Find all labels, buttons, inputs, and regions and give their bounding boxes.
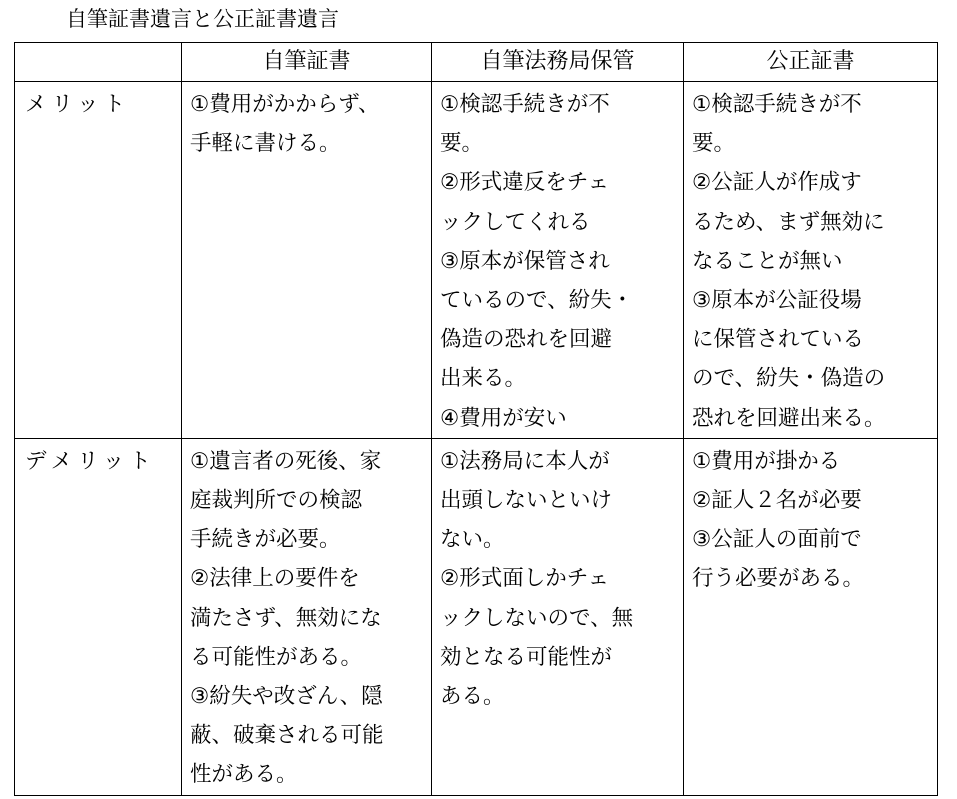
header-corner-cell [15,43,182,82]
cell-text-line: 要。 [692,131,736,157]
merit-jihitsu-cell [182,82,432,439]
cell-text-line: に保管されている [692,327,865,353]
header-row [15,43,938,82]
cell-text-line: 蔽、破棄される可能 [190,723,384,749]
cell-text-line: 偽造の恐れを回避 [440,327,613,353]
cell-text-line: 出来る。 [440,366,527,392]
demerit-row [15,438,938,795]
cell-text-line: ②形式違反をチェ [440,170,610,196]
cell-text-line: 効となる可能性が [440,644,613,670]
demerit-jihitsu-cell [182,438,432,795]
cell-text-line: ②公証人が作成す [692,170,862,196]
cell-text-line: ているので、紛失・ [440,288,634,314]
cell-text-line: 庭裁判所での検認 [190,488,363,514]
cell-text-line: ックしてくれる [440,209,591,235]
cell-text-line: 性がある。 [190,762,298,788]
cell-text-line: ②法律上の要件を [190,566,360,592]
comparison-table [14,42,938,796]
merit-kousei-cell [684,82,938,439]
cell-text-line: ②形式面しかチェ [440,566,610,592]
cell-text-line: ①検認手続きが不 [440,92,610,117]
cell-text-line: ③原本が保管され [440,248,610,274]
cell-text-line: ③公証人の面前で [692,527,862,553]
cell-text-line: ①法務局に本人が [440,448,610,474]
demerit-kousei-cell [684,438,938,795]
cell-text-line: 要。 [440,131,484,157]
cell-text-line: る可能性がある。 [190,644,363,670]
cell-text-line: るため、まず無効に [692,209,885,235]
cell-text-line: ①費用がかからず、 [190,92,380,117]
cell-text-line: 行う必要がある。 [692,566,865,592]
cell-text-line: ①遺言者の死後、家 [190,448,382,474]
header-jihitsu-houmukyoku-hokan: 自筆法務局保管 [432,43,684,82]
cell-text-line: ④費用が安い [440,405,567,431]
cell-text-line: ので、紛失・偽造の [692,366,886,392]
merit-houmukyoku-cell [432,82,684,439]
header-jihitsu-shosho: 自筆証書 [182,43,432,82]
cell-text-line: 恐れを回避出来る。 [692,405,886,431]
cell-text-line: ①費用が掛かる [692,448,841,474]
demerit-label: デメリット [15,438,182,795]
merit-label: メリット [15,82,182,439]
cell-text-line: 手続きが必要。 [190,527,341,553]
cell-text-line: なることが無い [692,248,843,274]
merit-row [15,82,938,439]
cell-text-line: ③原本が公証役場 [692,288,862,314]
document-title: 自筆証書遺言と公正証書遺言 [66,7,339,31]
cell-text-line: 手軽に書ける。 [190,131,341,157]
cell-text-line: ②証人２名が必要 [692,488,862,514]
cell-text-line: ③紛失や改ざん、隠 [190,684,383,710]
cell-text-line: ない。 [440,527,505,553]
demerit-houmukyoku-cell [432,438,684,795]
cell-text-line: ある。 [440,684,505,710]
cell-text-line: ックしないので、無 [440,605,634,631]
header-kousei-shosho: 公正証書 [684,43,938,82]
cell-text-line: 満たさず、無効にな [190,605,382,631]
cell-text-line: 出頭しないといけ [440,488,613,514]
cell-text-line: ①検認手続きが不 [692,92,862,117]
